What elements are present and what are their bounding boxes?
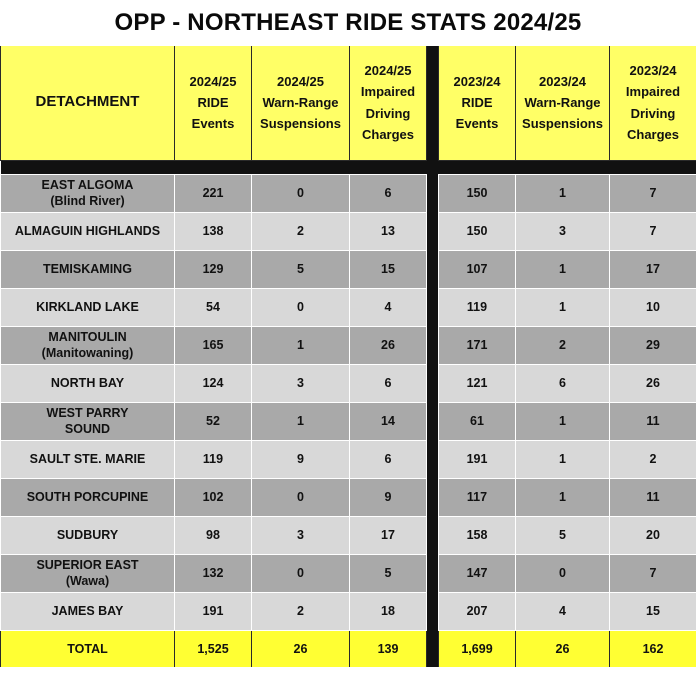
header-line: Events — [455, 116, 499, 132]
header-line: 2023/24 — [629, 62, 677, 78]
value-cell: 6 — [350, 174, 427, 212]
value-cell: 2 — [252, 592, 350, 630]
value-cell: 124 — [175, 364, 252, 402]
value-cell: 191 — [175, 592, 252, 630]
table-row — [1, 440, 696, 478]
detachment-cell — [1, 440, 175, 478]
column-divider — [427, 440, 439, 478]
value-cell: 2 — [252, 212, 350, 250]
value-cell: 1 — [516, 440, 610, 478]
value-cell: 13 — [350, 212, 427, 250]
total-value-cell: 1,699 — [439, 630, 516, 667]
value-cell: 1 — [516, 288, 610, 326]
detachment-subname: (Wawa) — [65, 574, 110, 588]
column-divider — [427, 516, 439, 554]
header-line: RIDE — [197, 95, 229, 111]
table-row — [1, 174, 696, 212]
column-divider — [427, 478, 439, 516]
value-cell: 1 — [516, 478, 610, 516]
detachment-name: SUDBURY — [56, 527, 119, 542]
header-line: Driving — [630, 105, 676, 121]
table-row — [1, 364, 696, 402]
header-line: Warn-Range — [524, 95, 601, 111]
value-cell: 26 — [350, 326, 427, 364]
value-cell: 17 — [610, 250, 696, 288]
value-cell: 207 — [439, 592, 516, 630]
column-divider — [427, 402, 439, 440]
value-cell: 132 — [175, 554, 252, 592]
value-cell: 1 — [516, 402, 610, 440]
detachment-cell — [1, 364, 175, 402]
value-cell: 10 — [610, 288, 696, 326]
value-cell: 11 — [610, 402, 696, 440]
detachment-name: WEST PARRY — [46, 405, 129, 420]
value-cell: 7 — [610, 174, 696, 212]
header-2024-impaired — [350, 46, 427, 160]
detachment-name: SAULT STE. MARIE — [29, 451, 146, 466]
value-cell: 7 — [610, 212, 696, 250]
header-line: 2024/25 — [364, 62, 412, 78]
value-cell: 1 — [252, 326, 350, 364]
total-value-cell: 1,525 — [175, 630, 252, 667]
header-line: Charges — [361, 127, 415, 143]
value-cell: 61 — [439, 402, 516, 440]
detachment-cell — [1, 402, 175, 440]
column-divider — [427, 326, 439, 364]
detachment-name: MANITOULIN — [48, 329, 127, 344]
value-cell: 0 — [252, 478, 350, 516]
header-line: Suspensions — [522, 116, 603, 132]
value-cell: 5 — [252, 250, 350, 288]
value-cell: 119 — [439, 288, 516, 326]
detachment-cell — [1, 478, 175, 516]
value-cell: 6 — [350, 440, 427, 478]
value-cell: 119 — [175, 440, 252, 478]
header-line: Charges — [626, 127, 680, 143]
header-line: Events — [191, 116, 235, 132]
value-cell: 1 — [516, 174, 610, 212]
value-cell: 26 — [610, 364, 696, 402]
value-cell: 2 — [610, 440, 696, 478]
value-cell: 221 — [175, 174, 252, 212]
value-cell: 165 — [175, 326, 252, 364]
detachment-name: TEMISKAMING — [43, 261, 132, 276]
separator-cell — [1, 160, 696, 174]
column-divider — [427, 364, 439, 402]
header-line: Suspensions — [260, 116, 341, 132]
value-cell: 15 — [350, 250, 427, 288]
value-cell: 147 — [439, 554, 516, 592]
detachment-subname: (Manitowaning) — [41, 346, 134, 360]
value-cell: 1 — [516, 250, 610, 288]
value-cell: 29 — [610, 326, 696, 364]
table-row — [1, 212, 696, 250]
column-divider — [427, 212, 439, 250]
value-cell: 98 — [175, 516, 252, 554]
header-line: 2023/24 — [453, 73, 501, 89]
header-line: 2023/24 — [539, 73, 586, 89]
value-cell: 7 — [610, 554, 696, 592]
table-row — [1, 326, 696, 364]
column-divider — [427, 174, 439, 212]
detachment-name: SOUTH PORCUPINE — [26, 489, 149, 504]
value-cell: 11 — [610, 478, 696, 516]
detachment-name: NORTH BAY — [50, 375, 125, 390]
value-cell: 4 — [516, 592, 610, 630]
detachment-name: KIRKLAND LAKE — [36, 299, 139, 314]
value-cell: 121 — [439, 364, 516, 402]
detachment-cell — [1, 516, 175, 554]
table-row — [1, 250, 696, 288]
header-2023-warn-range — [516, 46, 610, 160]
value-cell: 0 — [252, 174, 350, 212]
total-value-cell: 26 — [516, 630, 610, 667]
header-2024-ride-events — [175, 46, 252, 160]
header-line: 2024/25 — [189, 73, 237, 89]
value-cell: 158 — [439, 516, 516, 554]
total-row — [1, 630, 696, 667]
detachment-cell — [1, 250, 175, 288]
detachment-name: SUPERIOR EAST — [36, 557, 139, 572]
value-cell: 2 — [516, 326, 610, 364]
detachment-subname: SOUND — [64, 422, 111, 436]
header-line: Impaired — [360, 84, 416, 100]
table-row — [1, 554, 696, 592]
column-divider — [427, 630, 439, 667]
value-cell: 14 — [350, 402, 427, 440]
value-cell: 20 — [610, 516, 696, 554]
header-2023-impaired — [610, 46, 696, 160]
value-cell: 0 — [516, 554, 610, 592]
detachment-name: ALMAGUIN HIGHLANDS — [14, 223, 161, 238]
value-cell: 3 — [516, 212, 610, 250]
value-cell: 117 — [439, 478, 516, 516]
value-cell: 6 — [350, 364, 427, 402]
detachment-cell — [1, 592, 175, 630]
detachment-name: JAMES BAY — [51, 603, 124, 618]
column-divider — [427, 46, 439, 160]
value-cell: 138 — [175, 212, 252, 250]
column-divider — [427, 592, 439, 630]
value-cell: 9 — [252, 440, 350, 478]
table-body — [1, 46, 696, 667]
value-cell: 150 — [439, 174, 516, 212]
value-cell: 54 — [175, 288, 252, 326]
value-cell: 102 — [175, 478, 252, 516]
column-divider — [427, 554, 439, 592]
value-cell: 6 — [516, 364, 610, 402]
header-row — [1, 46, 696, 160]
value-cell: 9 — [350, 478, 427, 516]
detachment-cell — [1, 326, 175, 364]
column-divider — [427, 250, 439, 288]
detachment-cell — [1, 212, 175, 250]
header-line: Impaired — [625, 84, 681, 100]
value-cell: 150 — [439, 212, 516, 250]
header-2024-warn-range — [252, 46, 350, 160]
value-cell: 5 — [350, 554, 427, 592]
header-line: 2024/25 — [277, 73, 324, 89]
value-cell: 1 — [252, 402, 350, 440]
value-cell: 17 — [350, 516, 427, 554]
value-cell: 191 — [439, 440, 516, 478]
header-separator-band — [1, 160, 696, 174]
ride-stats-table — [0, 46, 696, 667]
detachment-cell — [1, 288, 175, 326]
table-row — [1, 478, 696, 516]
total-value-cell: 162 — [610, 630, 696, 667]
value-cell: 15 — [610, 592, 696, 630]
value-cell: 3 — [252, 516, 350, 554]
table-row — [1, 516, 696, 554]
value-cell: 0 — [252, 554, 350, 592]
header-detachment: DETACHMENT — [1, 46, 175, 160]
total-label: TOTAL — [1, 630, 175, 667]
header-2023-ride-events — [439, 46, 516, 160]
header-line: Driving — [365, 105, 411, 121]
value-cell: 18 — [350, 592, 427, 630]
detachment-cell — [1, 554, 175, 592]
table-row — [1, 288, 696, 326]
total-value-cell: 139 — [350, 630, 427, 667]
table-row — [1, 592, 696, 630]
value-cell: 171 — [439, 326, 516, 364]
column-divider — [427, 288, 439, 326]
table-row — [1, 402, 696, 440]
value-cell: 0 — [252, 288, 350, 326]
detachment-cell — [1, 174, 175, 212]
detachment-name: EAST ALGOMA — [41, 177, 134, 192]
value-cell: 5 — [516, 516, 610, 554]
value-cell: 52 — [175, 402, 252, 440]
detachment-subname: (Blind River) — [50, 194, 125, 208]
page-title: OPP - NORTHEAST RIDE STATS 2024/25 — [114, 9, 582, 36]
value-cell: 4 — [350, 288, 427, 326]
header-line: RIDE — [461, 95, 493, 111]
value-cell: 107 — [439, 250, 516, 288]
value-cell: 129 — [175, 250, 252, 288]
header-line: Warn-Range — [262, 95, 339, 111]
total-value-cell: 26 — [252, 630, 350, 667]
value-cell: 3 — [252, 364, 350, 402]
